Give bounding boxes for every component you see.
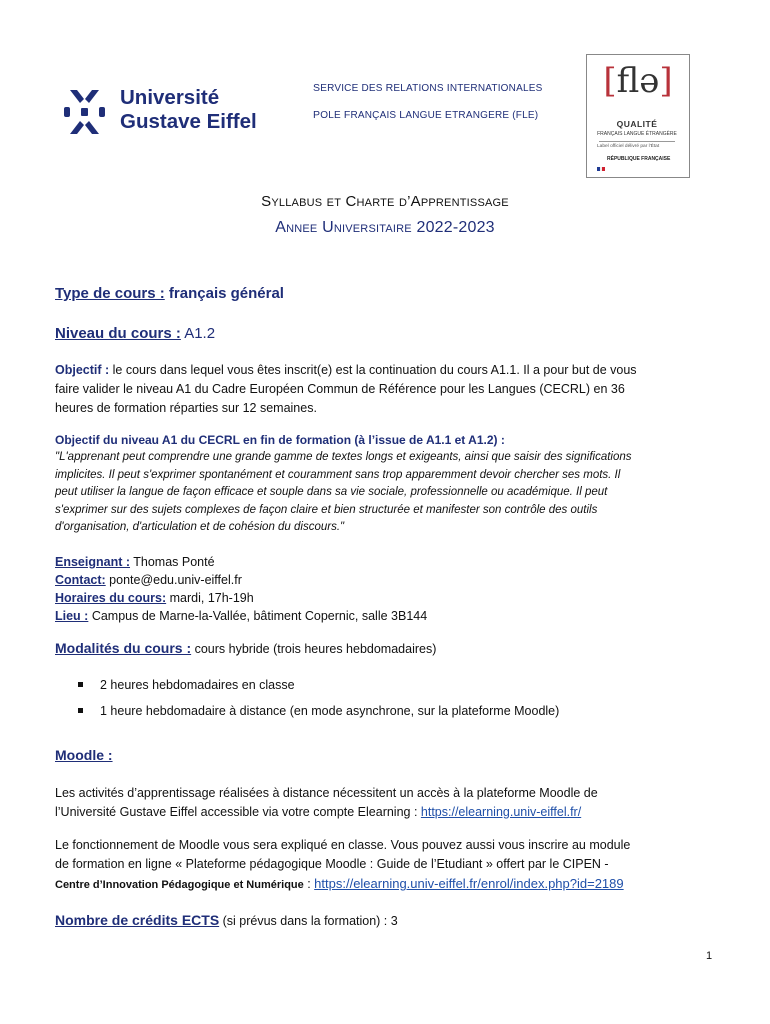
star-icon <box>62 86 112 138</box>
level-objective-quote: "L'apprenant peut comprendre une grande gamme de textes longs et exigeants, ainsi que saisir des significations implicites. Il peut s'exprimer spontanément et couramment sans trop apparemment devoir chercher ses mots. Il peut utiliser la langue de façon efficace et souple dans sa vie sociale, professionnelle ou académique. Il peut s'exprimer sur des sujets complexes de façon claire et bien structurée et manifester son contrôle des outils d'organisation, d'articulation et de cohésion du discours." <box>55 451 632 533</box>
page-title: Syllabus et Charte d’Apprentissage <box>261 193 509 210</box>
bullet-icon <box>78 682 83 687</box>
pole-fle: POLE FRANÇAIS LANGUE ETRANGERE (FLE) <box>313 109 539 121</box>
course-type <box>55 285 284 302</box>
moodle-heading: Moodle : <box>55 747 113 763</box>
ects-value: (si prévus dans la formation) : 3 <box>219 914 398 928</box>
ects-label: Nombre de crédits ECTS <box>55 912 220 928</box>
bullet-icon <box>78 708 83 713</box>
moodle-guide-link[interactable]: https://elearning.univ-eiffel.fr/enrol/index.php?id=2189 <box>314 876 624 891</box>
level-objective-heading: Objectif du niveau A1 du CECRL en fin de formation (à l’issue de A1.1 et A1.2) : <box>55 433 505 447</box>
badge-quality: QUALITÉ <box>616 119 658 129</box>
university-name-line1: Université <box>120 86 220 109</box>
location-row: Lieu : Campus de Marne-la-Vallée, bâtiment Copernic, salle 3B144 <box>55 609 428 623</box>
university-logo <box>62 86 288 138</box>
teacher-row: Enseignant : Thomas Ponté <box>55 555 215 569</box>
modalities-value: cours hybride (trois heures hebdomadaires) <box>191 642 437 656</box>
modalities-label: Modalités du cours : <box>55 640 192 656</box>
course-type-value: français général <box>164 285 284 302</box>
page-subtitle: Annee Universitaire 2022-2023 <box>275 219 495 236</box>
university-name <box>120 86 257 134</box>
fle-logo: [flə] <box>603 61 673 101</box>
service-relations-internationales: SERVICE DES RELATIONS INTERNATIONALES <box>313 82 543 94</box>
badge-republic: RÉPUBLIQUE FRANÇAISE <box>607 156 671 162</box>
contact-row: Contact: ponte@edu.univ-eiffel.fr <box>55 573 242 587</box>
badge-subtitle: FRANÇAIS LANGUE ÉTRANGÈRE <box>597 131 677 137</box>
objective-label: Objectif : <box>55 363 110 377</box>
document-page: Université Gustave Eiffel SERVICE DES RELATIONS INTERNATIONALES POLE FRANÇAIS LANGUE ETRANGERE (FLE) [flə] QUALITÉ FRANÇAIS LANGUE ÉTRANGÈRE Label officiel délivré par l'État RÉPUBLIQUE FRANÇAISE Syllabus et Charte d’Apprentissage Annee Universitaire 2022-2023 Type de cours : français général Niveau du cours : A1.2 Objectif : le cours dans lequel vous êtes inscrit(e) est la continuation du cours A1.1. Il a pour but de vous faire valider le niveau A1 du Cadre Européen Commun de Référence pour les Langues (CECRL) en 36 heures de formation réparties sur 12 semaines. Objectif du niveau A1 du CECRL en fin de formation (à l’issue de A1.1 et A1.2) : "L'apprenant peut comprendre une grande gamme de textes longs et exigeants, ainsi que saisir des significations implicites. Il peut s'exprimer spontanément et couramment sans trop apparemment devoir chercher ses mots. Il peut utiliser la langue de façon efficace et souple dans sa vie sociale, professionnelle ou académique. Il peut s'exprimer sur des sujets complexes de façon claire et bien structurée et manifester son contrôle des outils d'organisation, d'articulation et de cohésion du discours." Enseignant : Thomas Ponté Contact: ponte@edu.univ-eiffel.fr Horaires du cours: mardi, 17h-19h Lieu : Campus de Marne-la-Vallée, bâtiment Copernic, salle 3B144 Modalités du cours : cours hybride (trois heures hebdomadaires) 2 heures hebdomadaires en classe 1 heure hebdomadaire à distance (en mode asynchrone, sur la plateforme Moodle) Moodle : Les activités d’apprentissage réalisées à distance nécessitent un accès à la plateforme Moodle de l’Université Gustave Eiffel accessible via votre compte Elearning : https://elearning.univ-eiffel.fr/ Le fonctionnement de Moodle vous sera expliqué en classe. Vous pouvez aussi vous inscrire au module de formation en ligne « Plateforme pédagogique Moodle : Guide de l’Etudiant » offert par le CIPEN - Centre d’Innovation Pédagogique et Numérique : https://elearning.univ-eiffel.fr/enrol/index.php?id=2189 Nombre de crédits ECTS (si prévus dans la formation) : 3 1 <box>0 0 770 1024</box>
objective-paragraph: Objectif : le cours dans lequel vous êtes inscrit(e) est la continuation du cours A1.1. Il a pour but de vous faire valider le niveau A1 du Cadre Européen Commun de Référence pour les Langues (CECRL) en 36 heures de formation réparties sur 12 semaines. <box>55 363 637 415</box>
modalities <box>55 640 436 656</box>
moodle-paragraph-1: Les activités d’apprentissage réalisées à distance nécessitent un accès à la plateforme Moodle de l’Université Gustave Eiffel accessible via votre compte Elearning : https://elearning.univ-eiffel.fr/ <box>55 786 598 819</box>
course-details <box>55 553 427 625</box>
cipen-name: Centre d’Innovation Pédagogique et Numérique <box>55 879 304 891</box>
course-level <box>55 325 215 342</box>
fle-quality-badge <box>586 54 690 178</box>
badge-label: Label officiel délivré par l'État <box>597 144 660 149</box>
page-number: 1 <box>706 950 713 962</box>
schedule-row: Horaires du cours: mardi, 17h-19h <box>55 591 254 605</box>
elearning-link[interactable]: https://elearning.univ-eiffel.fr/ <box>420 805 582 819</box>
badge-divider <box>599 141 675 142</box>
ects-credits <box>55 912 398 928</box>
course-level-label: Niveau du cours : <box>55 325 181 342</box>
course-type-label: Type de cours : <box>55 285 165 302</box>
french-flag-icon <box>597 158 605 162</box>
university-name-line2: Gustave Eiffel <box>120 110 257 133</box>
moodle-paragraph-2: Le fonctionnement de Moodle vous sera expliqué en classe. Vous pouvez aussi vous inscrire au module de formation en ligne « Plateforme pédagogique Moodle : Guide de l’Etudiant » offert par le CIPEN - Centre d’Innovation Pédagogique et Numérique : https://elearning.univ-eiffel.fr/enrol/index.php?id=2189 <box>55 838 631 891</box>
course-level-value: A1.2 <box>180 325 216 342</box>
